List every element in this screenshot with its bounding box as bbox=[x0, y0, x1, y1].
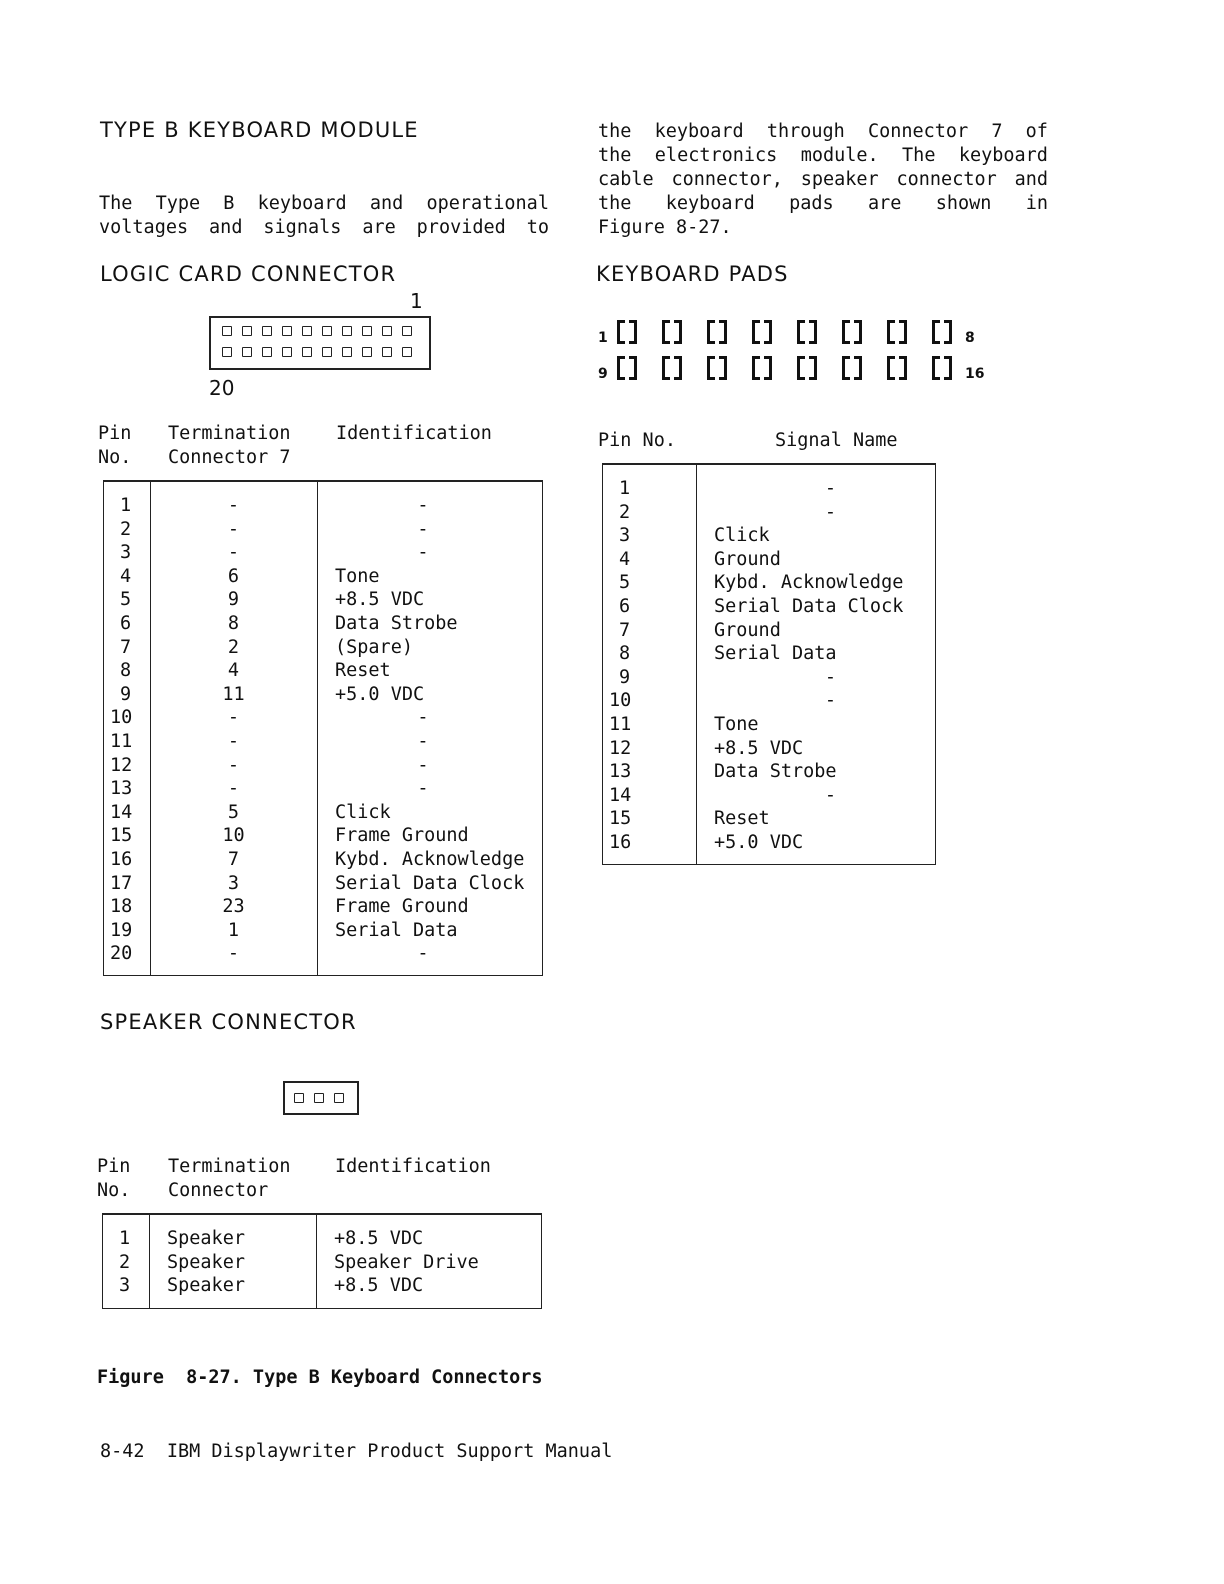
table-row bbox=[603, 595, 935, 619]
connector-pin-icon bbox=[402, 347, 412, 357]
connector-label-top: 1 bbox=[410, 289, 423, 313]
table-cell: - bbox=[824, 690, 837, 712]
table-cell: 10 bbox=[609, 690, 632, 712]
table-cell: 7 bbox=[619, 619, 631, 641]
table-row bbox=[104, 565, 542, 589]
table-cell: 13 bbox=[609, 761, 632, 783]
table-cell: Serial Data Clock bbox=[714, 596, 904, 617]
table-cell: +8.5 VDC bbox=[335, 589, 425, 611]
word: and bbox=[209, 217, 243, 238]
keyboard-pad-icon bbox=[932, 356, 952, 378]
keyboard-pad-icon bbox=[842, 356, 862, 378]
word: module. bbox=[800, 145, 879, 166]
word: signals bbox=[263, 217, 342, 238]
word: keyboard bbox=[654, 121, 744, 142]
table-row bbox=[104, 895, 542, 919]
table-cell: 6 bbox=[619, 596, 631, 617]
table-cell: - bbox=[227, 542, 240, 564]
table-row bbox=[104, 942, 542, 966]
table-cell: 4 bbox=[227, 660, 240, 682]
connector-label-bottom: 20 bbox=[209, 376, 235, 400]
word: connector bbox=[896, 169, 997, 190]
keyboard-pad-icon bbox=[887, 320, 907, 342]
connector-pin-icon bbox=[294, 1093, 304, 1103]
word: connector, bbox=[671, 169, 783, 190]
table-cell: 13 bbox=[110, 778, 133, 800]
keyboard-pad-icon bbox=[662, 356, 682, 378]
table-cell: - bbox=[824, 784, 837, 806]
table-cell: 1 bbox=[120, 495, 132, 516]
word: The bbox=[902, 145, 936, 166]
table-row bbox=[104, 777, 542, 801]
table-cell: 6 bbox=[120, 613, 132, 634]
table-row bbox=[603, 571, 935, 595]
table-cell: 2 bbox=[227, 636, 240, 658]
table-cell: +8.5 VDC bbox=[714, 737, 804, 759]
table-row bbox=[104, 683, 542, 707]
table-cell: - bbox=[227, 943, 240, 965]
table-cell: +5.0 VDC bbox=[335, 683, 425, 705]
table-cell: 15 bbox=[609, 808, 632, 830]
connector-pin-icon bbox=[282, 326, 292, 336]
table-row bbox=[603, 619, 935, 643]
table-cell: Kybd. Acknowledge bbox=[714, 572, 904, 594]
table-cell: 12 bbox=[609, 737, 632, 759]
table-cell: 14 bbox=[110, 801, 133, 823]
table-cell: Data Strobe bbox=[335, 613, 458, 634]
keyboard-pads-row-2 bbox=[598, 356, 985, 382]
table-cell: - bbox=[417, 943, 429, 965]
col-header-pin: Pin No. bbox=[98, 423, 132, 468]
keyboard-pad-icon bbox=[617, 320, 637, 342]
keyboard-pad-icon bbox=[707, 356, 727, 378]
table-cell: 1 bbox=[619, 478, 631, 499]
intro-line bbox=[598, 192, 1048, 216]
table-row bbox=[603, 784, 935, 808]
table-row bbox=[603, 737, 935, 761]
keyboard-pads-row-1 bbox=[598, 320, 975, 346]
table-row bbox=[603, 501, 935, 525]
table-cell: 1 bbox=[119, 1228, 131, 1249]
table-cell: 2 bbox=[119, 1251, 131, 1273]
connector-pin-icon bbox=[322, 347, 332, 357]
table-row bbox=[104, 824, 542, 848]
word: the bbox=[598, 121, 632, 142]
word: and bbox=[1014, 169, 1048, 190]
table-cell: 3 bbox=[119, 1275, 131, 1297]
speaker-connector-diagram bbox=[283, 1081, 359, 1115]
keyboard-pad-icon bbox=[752, 356, 772, 378]
word: provided bbox=[416, 217, 506, 238]
table-cell: Tone bbox=[335, 565, 380, 587]
keyboard-pad-icon bbox=[707, 320, 727, 342]
table-cell: 5 bbox=[619, 572, 631, 594]
table-cell: +5.0 VDC bbox=[714, 832, 804, 853]
connector-pin-icon bbox=[262, 347, 272, 357]
word: are bbox=[362, 217, 396, 238]
table-cell: 4 bbox=[619, 548, 631, 570]
table-cell: 10 bbox=[110, 707, 133, 729]
table-cell: Frame Ground bbox=[335, 896, 469, 918]
keyboard-pad-icon bbox=[662, 320, 682, 342]
pad-label-end: 16 bbox=[965, 366, 985, 382]
table-cell: +8.5 VDC bbox=[334, 1228, 424, 1249]
table-row bbox=[104, 636, 542, 660]
word: speaker bbox=[800, 169, 879, 190]
speaker-col-header-pin: Pin No. bbox=[97, 1156, 131, 1201]
table-cell: - bbox=[417, 495, 429, 516]
connector-pin-icon bbox=[222, 347, 232, 357]
table-cell: 11 bbox=[110, 731, 133, 752]
table-row bbox=[603, 477, 935, 501]
page-footer: 8-42 IBM Displaywriter Product Support Manual bbox=[100, 1441, 613, 1462]
table-row bbox=[104, 730, 542, 754]
table-row bbox=[104, 919, 542, 943]
table-cell: 11 bbox=[222, 683, 245, 705]
table-cell: Kybd. Acknowledge bbox=[335, 849, 525, 870]
keyboard-pads-table bbox=[602, 463, 936, 865]
table-cell: - bbox=[417, 731, 429, 752]
table-cell: Serial Data bbox=[335, 919, 458, 941]
connector-pin-icon bbox=[362, 326, 372, 336]
connector-pin-icon bbox=[342, 326, 352, 336]
word: to bbox=[526, 217, 549, 238]
table-cell: - bbox=[417, 518, 429, 540]
table-cell: +8.5 VDC bbox=[334, 1275, 424, 1297]
table-cell: - bbox=[227, 754, 240, 776]
table-cell: 6 bbox=[227, 565, 240, 587]
table-cell: (Spare) bbox=[335, 636, 413, 658]
table-cell: 2 bbox=[619, 501, 631, 523]
connector-pin-icon bbox=[402, 326, 412, 336]
keyboard-pad-icon bbox=[617, 356, 637, 378]
logic-card-heading: LOGIC CARD CONNECTOR bbox=[100, 262, 397, 286]
table-cell: 9 bbox=[120, 683, 132, 705]
speaker-table bbox=[102, 1213, 542, 1309]
table-cell: 1 bbox=[227, 919, 240, 941]
table-row bbox=[104, 518, 542, 542]
table-row bbox=[104, 872, 542, 896]
table-cell: - bbox=[227, 518, 240, 540]
table-cell: 3 bbox=[227, 872, 240, 894]
table-cell: - bbox=[824, 478, 837, 499]
connector-pin-icon bbox=[262, 326, 272, 336]
table-cell: Speaker bbox=[167, 1228, 245, 1249]
speaker-col-header-identification: Identification bbox=[335, 1156, 491, 1177]
speaker-col-header-termination: Termination Connector bbox=[168, 1156, 291, 1201]
table-cell: 8 bbox=[120, 660, 132, 682]
word: keyboard bbox=[257, 193, 347, 214]
word: Connector bbox=[867, 121, 969, 142]
keyboard-pads-heading: KEYBOARD PADS bbox=[596, 262, 789, 286]
table-cell: 5 bbox=[120, 589, 132, 611]
logic-card-table bbox=[103, 480, 543, 976]
table-cell: 23 bbox=[222, 896, 245, 918]
table-cell: Frame Ground bbox=[335, 825, 469, 847]
word: shown bbox=[935, 193, 992, 214]
table-cell: - bbox=[417, 778, 429, 800]
intro-line bbox=[99, 192, 549, 216]
word: pads bbox=[789, 193, 834, 214]
pad-label-start: 9 bbox=[598, 366, 608, 382]
table-cell: Speaker bbox=[167, 1275, 245, 1297]
connector-pin-icon bbox=[222, 326, 232, 336]
table-cell: - bbox=[824, 666, 837, 688]
connector-pin-icon bbox=[242, 347, 252, 357]
table-cell: 18 bbox=[110, 896, 133, 918]
word: through bbox=[766, 121, 845, 142]
connector-pin-icon bbox=[382, 326, 392, 336]
table-row bbox=[603, 689, 935, 713]
word: the bbox=[598, 145, 632, 166]
connector-pin-icon bbox=[362, 347, 372, 357]
figure-caption: Figure 8-27. Type B Keyboard Connectors bbox=[97, 1367, 543, 1388]
table-row bbox=[103, 1274, 541, 1298]
connector-pin-icon bbox=[242, 326, 252, 336]
table-cell: 12 bbox=[110, 754, 133, 776]
table-cell: 4 bbox=[120, 565, 132, 587]
table-cell: 16 bbox=[110, 849, 133, 870]
right-intro-paragraph bbox=[598, 120, 1048, 240]
table-cell: 5 bbox=[227, 801, 240, 823]
word: B bbox=[223, 193, 235, 214]
pad-label-end: 8 bbox=[965, 330, 975, 346]
table-cell: 8 bbox=[619, 643, 631, 665]
table-cell: 16 bbox=[609, 832, 632, 853]
speaker-heading: SPEAKER CONNECTOR bbox=[100, 1010, 357, 1034]
connector-pin-icon bbox=[382, 347, 392, 357]
table-cell: 11 bbox=[609, 714, 632, 735]
keyboard-pad-icon bbox=[752, 320, 772, 342]
word: keyboard bbox=[958, 145, 1048, 166]
table-row bbox=[603, 760, 935, 784]
table-cell: 9 bbox=[227, 589, 240, 611]
word: voltages bbox=[99, 217, 189, 238]
table-cell: 8 bbox=[227, 613, 240, 634]
intro-line bbox=[598, 168, 1048, 192]
word: cable bbox=[598, 169, 654, 190]
table-row bbox=[603, 713, 935, 737]
table-cell: 17 bbox=[110, 872, 133, 894]
intro-line bbox=[598, 144, 1048, 168]
connector-pin-icon bbox=[334, 1093, 344, 1103]
table-row bbox=[603, 524, 935, 548]
table-row bbox=[103, 1227, 541, 1251]
table-cell: Ground bbox=[714, 548, 781, 570]
table-cell: - bbox=[227, 495, 240, 516]
connector-pin-icon bbox=[282, 347, 292, 357]
table-cell: - bbox=[824, 501, 837, 523]
col-header-identification: Identification bbox=[336, 423, 492, 444]
word: the bbox=[598, 193, 632, 214]
table-row bbox=[603, 548, 935, 572]
word: keyboard bbox=[665, 193, 755, 214]
table-cell: Click bbox=[714, 525, 770, 547]
word: and bbox=[369, 193, 404, 214]
table-row bbox=[104, 541, 542, 565]
table-row bbox=[104, 754, 542, 778]
word: operational bbox=[426, 193, 549, 214]
table-cell: 2 bbox=[120, 518, 132, 540]
table-row bbox=[104, 588, 542, 612]
table-cell: 14 bbox=[609, 784, 632, 806]
col-header-termination: Termination Connector 7 bbox=[168, 423, 291, 468]
table-cell: 3 bbox=[619, 525, 631, 547]
intro-line bbox=[598, 120, 1048, 144]
table-row bbox=[104, 612, 542, 636]
keyboard-pad-icon bbox=[797, 320, 817, 342]
connector-pin-icon bbox=[302, 347, 312, 357]
table-cell: Tone bbox=[714, 714, 759, 735]
table-cell: Click bbox=[335, 801, 391, 823]
table-cell: 10 bbox=[222, 825, 245, 847]
word: are bbox=[867, 193, 902, 214]
pads-col-header-pin: Pin No. bbox=[598, 430, 676, 451]
table-row bbox=[104, 659, 542, 683]
keyboard-pad-icon bbox=[932, 320, 952, 342]
pads-col-header-signal: Signal Name bbox=[775, 430, 898, 451]
table-row bbox=[603, 807, 935, 831]
table-cell: 3 bbox=[120, 542, 132, 564]
page-heading: TYPE B KEYBOARD MODULE bbox=[100, 118, 419, 142]
table-row bbox=[603, 642, 935, 666]
table-row bbox=[103, 1251, 541, 1275]
word: of bbox=[1025, 121, 1048, 142]
table-cell: Reset bbox=[714, 808, 770, 830]
word: 7 bbox=[991, 121, 1003, 142]
intro-line bbox=[99, 216, 549, 240]
table-cell: - bbox=[227, 707, 240, 729]
table-cell: Data Strobe bbox=[714, 761, 837, 783]
table-cell: 9 bbox=[619, 666, 631, 688]
table-cell: 7 bbox=[227, 849, 240, 870]
connector-pin-icon bbox=[314, 1093, 324, 1103]
word: The bbox=[99, 193, 133, 214]
logic-card-connector-diagram bbox=[209, 316, 431, 370]
table-row bbox=[104, 848, 542, 872]
intro-line: Figure 8-27. bbox=[598, 217, 732, 238]
table-cell: 20 bbox=[110, 943, 133, 965]
word: electronics bbox=[654, 145, 778, 166]
table-row bbox=[603, 831, 935, 855]
table-cell: Speaker bbox=[167, 1251, 245, 1273]
table-cell: 7 bbox=[120, 636, 132, 658]
table-row bbox=[104, 494, 542, 518]
table-cell: Ground bbox=[714, 619, 781, 641]
pad-label-start: 1 bbox=[598, 330, 608, 346]
keyboard-pad-icon bbox=[797, 356, 817, 378]
word: Type bbox=[155, 193, 201, 214]
table-cell: - bbox=[417, 754, 429, 776]
table-cell: Speaker Drive bbox=[334, 1251, 479, 1273]
word: in bbox=[1025, 193, 1048, 214]
keyboard-pad-icon bbox=[842, 320, 862, 342]
table-cell: - bbox=[227, 731, 240, 752]
connector-pin-icon bbox=[342, 347, 352, 357]
connector-pin-icon bbox=[302, 326, 312, 336]
table-cell: - bbox=[417, 707, 429, 729]
table-cell: - bbox=[227, 778, 240, 800]
table-row bbox=[104, 801, 542, 825]
table-cell: Serial Data Clock bbox=[335, 872, 525, 894]
table-cell: - bbox=[417, 542, 429, 564]
table-cell: 19 bbox=[110, 919, 133, 941]
keyboard-pad-icon bbox=[887, 356, 907, 378]
intro-paragraph bbox=[99, 192, 549, 240]
table-cell: 15 bbox=[110, 825, 133, 847]
table-cell: Serial Data bbox=[714, 643, 837, 665]
connector-pin-icon bbox=[322, 326, 332, 336]
table-row bbox=[104, 706, 542, 730]
table-cell: Reset bbox=[335, 660, 391, 682]
table-row bbox=[603, 666, 935, 690]
